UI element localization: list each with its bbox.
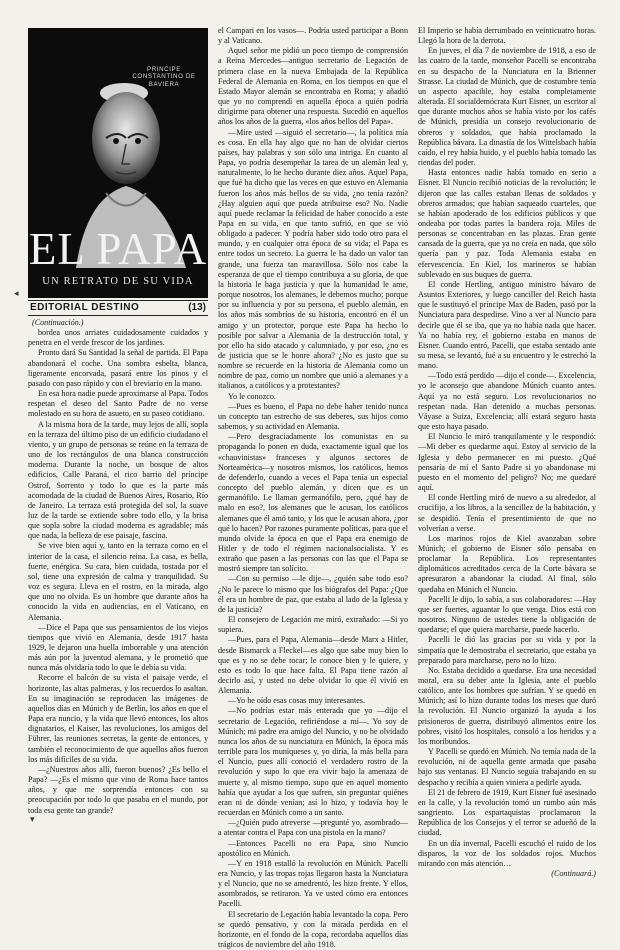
paragraph: el Campari en los vasos—. Podría usted participar a Bonn y al Vaticano. [218, 26, 408, 46]
paragraph: Hasta entonces nadie había tomado en serio a Eisner. El Nuncio recibió noticias de la revolución; le dijeron que las calles estaban llenas de soldados y obreros armados; que habían saqueado cuarteles, que se habían apoderado de los edificios públicos y que ondeaba por todas partes la bandera roja. Miles de personas se concentraban en las plazas. Eran gente cansada de la guerra, que ya no creía en nada, que sólo quería pan y paz. Toda Alemania estaba en efervescencia. En Kiel, los marineros se habían sublevado en sus buques de guerra. [418, 168, 596, 279]
paragraph: —¿Quién pudo atreverse —pregunté yo, asombrado— a atentar contra el Papa con una pistola en la mano? [218, 818, 408, 838]
paragraph: Se vive bien aquí y, tanto en la terraza como en el interior de la casa, el silencio reina. La casa, es bella, fuerte, enérgica. Su cara, bien cuidada, tostada por el sol, tiene una expresión de calma y tranquilidad. Su voz es segura. Lleva en el rostro, en la mirada, algo que uno no olvida. Es un hombre que durante años ha conocido la vida en audiencias, en el Vaticano, en Alemania. [28, 541, 208, 622]
paragraph: —Dice el Papa que sus pensamientos de los viejos tiempos que vivió en Alemania, desde 1917 hasta 1929, le dejaron una huella imborrable y una atención más aún por la juventud alemana, y le prometió que nunca más olvidaría todo lo que le debía su vida. [28, 622, 208, 673]
paragraph: A la misma hora de la tarde, muy lejos de allí, sopla en la terraza del último piso de un edificio ciudadano el viento, y un grupo de personas se reúne en la terraza de uno de los rectángulos de una blanca construcción moderna. Durante la noche, un bosque de altos edificios, Calle Paraná, el rico barrio del príncipe Ostrof, Sorrento y todo lo que es la parte más acomodada de la ciudad de Buenos Aires, Rosario, Río de Janeiro. La terraza está protegida del sol, la suave luz de la tarde se extiende sobre todo ello, y la brisa que sopla sobre la ciudad moderna es agradable; más que nada, la belleza de ese paisaje, fascina. [28, 419, 208, 541]
paragraph: El 21 de febrero de 1919, Kurt Eisner fué asesinado en la calle, y la revolución tomó un rumbo aún más sangriento. Los espartaquistas proclamaron la República de los Consejos y el terror se adueñó de la ciudad. [418, 787, 596, 838]
paragraph: —Pues es bueno, el Papa no debe haber tenido nunca un concepto tan estrecho de sus deberes, sus hijos como sabemos, y su actividad en Alemania. [218, 401, 408, 432]
paragraph: El Nuncio le miró tranquilamente y le respondió: —Mi deber es quedarme aquí. Estoy al servicio de la Iglesia y debo permanecer en mi puesto. ¿Qué pensaría de mí el Santo Padre si yo abandonase mi puesto en el momento del peligro? No; me quedaré aquí. [418, 432, 596, 493]
paragraph: —Entonces Pacelli no era Papa, sino Nuncio apostólico en Múnich. [218, 838, 408, 858]
installment-number: (13) [188, 302, 206, 313]
paragraph: —Con su permiso —le dije—, ¿quién sabe todo eso? ¿No le parece lo mismo que los biógrafos del Papa: ¿Que él era un hombre de paz, que estaba al lado de la Iglesia y de la justicia? [218, 574, 408, 614]
cover-title: EL PAPA [28, 224, 208, 274]
paragraph: El secretario de Legación había levantado la copa. Pero se quedó pensativo, y con la mirada perdida en el horizonte, en el fondo de la copa, recordaba aquellos días trágicos de noviembre del año 1918. [218, 909, 408, 950]
paragraph: Pacelli le dió las gracias por su vida y por la simpatía que le demostraba el secretario, que estaba ya preparado para marcharse, pero no lo hizo. [418, 635, 596, 665]
continuation-footer: (Continuará.) [551, 868, 596, 878]
text-column-1 [28, 318, 208, 823]
publisher-name: EDITORIAL DESTINO [30, 302, 140, 313]
paragraph: —Yo he oído esas cosas muy interesantes. [228, 696, 365, 706]
paragraph: En jueves, el día 7 de noviembre de 1918, a eso de las cuatro de la tarde, monseñor Pacelli se encontraba en su despacho de la Nunciatura en la Brienner Strasse. La ciudad de Múnich, que de costumbre tenía un aspecto apacible, hoy estaba completamente alterada. El socialdemócrata Kurt Eisner, un escritor al que durante muchos años se había visto por los cafés de Múnich, presidía un consejo revolucionario de obreros y soldados, que había proclamado la República bávara. La dinastía de los Wittelsbach había caído, el rey había huido, y el pueblo había tomado las riendas del poder. [418, 46, 596, 168]
paragraph: En esa hora nadie puede aproximarse al Papa. Todos respetan el deseo del Santo Padre de no verse molestado en su hora de asueto, en su paseo cotidiano. [28, 389, 208, 419]
paragraph: Los marinos rojos de Kiel avanzaban sobre Múnich; el gobierno de Eisner sólo pensaba en proclamar la República. Los representantes diplomáticos acreditados cerca de la Corte bávara se apresuraron a abandonar la ciudad. Al final, sólo quedaba en Múnich el Nuncio. [418, 533, 596, 594]
text-column-3 [418, 26, 596, 878]
paragraph: bordea unos arriates cuidadosamente cuidados y penetra en el verde frescor de los jardines. [28, 328, 208, 348]
left-arrow-mark: ◂ [14, 288, 19, 298]
paragraph: —Pero desgraciadamente los comunistas en su propaganda lo ponen en duda, exactamente igual que los «chauvinistas» franceses y algunos sectores de Norteamérica—y nosotros mismos, los católicos, hemos de defenderlo, cuando a veces el Papa tenía un especial concepto del pueblo alemán, y dicen que es un germanófilo. Le llaman germanófilo, pero, ¿qué hay de malo en eso?, los alemanes que le acusan, los católicos alemanes que él amó tanto, y los que le acusan ahora, ¿por qué lo hacen? Por razones puramente políticas, para que el mundo olvide la época en que el Papa era enemigo de Hitler y de todo el régimen nacionalsocialista. Y es extraño que pasen a las personas con las que el Papa se mostró siempre tan solícito. [218, 432, 408, 574]
cover-subtitle: UN RETRATO DE SU VIDA [42, 276, 194, 287]
paragraph: Recorre el balcón de su vista el paisaje verde, el horizonte, las altas palmeras, y los recuerdos lo asaltan. En su imaginación se reproducen las imágenes de aquellos días en Múnich y de Berlín, los años en que el Papa era nuncio, y la vida que llevó entonces, los altos dignatarios, el Kaiser, las revoluciones, los amigos del Führer, las reuniones secretas, la gente de entonces, y también el reconocimiento de que aquellos años fueron los más difíciles de su vida. [28, 673, 208, 764]
paragraph: Pronto dará Su Santidad la señal de partida. El Papa abandonará el coche. Una sombra esbelta, blanca, ligeramente encorvada, pasará entre los pinos y el pasado con paso rápido y con el breviario en la mano. [28, 348, 208, 388]
book-cover-panel [28, 28, 208, 298]
paragraph: El conde Hertling miró de nuevo a su alrededor, al crucifijo, a los libros, a la sencillez de la habitación, y se despidió. Tenía el presentimiento de que no volverían a verse. [418, 493, 596, 533]
paragraph: Yo le conozco. [228, 391, 276, 401]
paragraph: —Todo está perdido —dijo el conde—. Excelencia, yo le aconsejo que abandone Múnich cuanto antes. Aquí ya no está seguro. Los revolucionarios no respetan nada. Han detenido a muchas personas. Váyase a Suiza, Excelencia; allí estará seguro hasta que esto haya pasado. [418, 371, 596, 432]
paragraph: —¿Nuestros años allí, fueron buenos? ¿Es bello el Papa? —¿Es el mismo que vino de Roma hace tantos años, y que me sorprendía entonces con su preocupación por todo lo que pasaba en el mundo, por toda esa gente tan grande? [28, 764, 208, 815]
paragraph: —Y en 1918 estalló la revolución en Múnich. Pacelli era Nuncio, y las tropas rojas llegaron hasta la Nunciatura y el Nuncio, que no se amedrentó, les hizo frente. Y ellos, asombrados, se retiraron. Ya ve usted cómo era entonces Pacelli. [218, 858, 408, 909]
cover-author-credit: PRINCIPE CONSTANTINO DE BAVIERA [132, 66, 196, 88]
paragraph: —Pues, para el Papa, Alemania—desde Marx a Hitler, desde Bismarck a Fleckel—es algo que sabe muy bien lo que es y no se debe tocar; le conoce bien y le quiere, y esto es todo lo que hace falta. El Papa tiene razón al decirlo así, y usted no debe olvidar lo que él vivió en Alemania. [218, 635, 408, 696]
paragraph: No. Estaba decidido a quedarse. Era una necesidad moral, era su deber ante la Iglesia, ante el pueblo católico, ante los hombres que sufrían. Y se quedó en Múnich; así lo hizo durante todos los meses que duró la revolución. El Nuncio organizó la ayuda a los prisioneros de guerra, distribuyó alimentos entre los pobres, visitó los hospitales, consoló a los heridos y a los moribundos. [418, 665, 596, 746]
paragraph: El consejero de Legación me miró, extrañado: —Si yo supiera. [218, 615, 408, 635]
paragraph: Y Pacelli se quedó en Múnich. No temía nada de la revolución, ni de aquella gente armada que pasaba bajo sus ventanas. El Nuncio seguía trabajando en su despacho y recibía a quien viniera a pedirle ayuda. [418, 747, 596, 787]
series-banner [28, 300, 208, 316]
paragraph: —Mire usted —siguió el secretario—, la política mía es cosa. En ella hay algo que no han de olvidar ciertos países, hay palabras y son sólo una intriga. En cuanto al Papa, yo podría desempeñar la tarea de un alemán leal y, naturalmente, lo he hecho durante diez años. Aquel Papa, que fué ha dicho que las veces en que estuvo en Alemania fueron los años más bellos de su vida, ¿no tenía razón? ¿Hay alguien aquí que pueda atribuirse eso? No. Nadie aquí puede reclamar la felicidad de haber conocido a este Papa en su vida, en que tanto sufrió, en que se vió obligado a padecer. Y podría haber sido todo otro para el mundo, y en cualquier otra época de su vida; el Papa es entre todos un secreto. La guerra le ha dado un valor tan grande, una fuerza tan maravillosa. Sólo nos cabe la esperanza de que el tiempo contribuya a su gloria, de que la historia le haga justicia y que la humanidad le ame, porque nosotros, los alemanes, le debemos mucho; porque por su influencia y por su persona, el pueblo alemán, en los años más sombríos de su historia, encontró en él un amigo y un protector, porque este Papa ha hecho lo posible por salvar a Alemania de la destrucción total, y por ello ha sido atacado y calumniado, y por eso, ¿no es de justicia que se le honre ahora? ¿No es justo que su nombre se recuerde en la historia de Alemania como un nombre de paz, como un nombre que unió a alemanes y a italianos, a católicos y a protestantes? [218, 127, 408, 391]
bottom-mark: ▾ [30, 814, 35, 824]
paragraph: Pacelli le dijo, lo sabía, a sus colaboradores: —Hay que ser fuertes, aguantar lo que venga. Dios está con nosotros. Ninguno de ustedes tiene la obligación de quedarse; el que quiera marcharse, puede hacerlo. [418, 594, 596, 635]
paragraph: Aquel señor me pidió un poco tiempo de comprensión a Reina Mercedes—antiguo secretario de Legación de primera clase en la nueva Embajada de la República Federal de Alemania en Roma, en los tiempos en que el Estado Mayor alemán se encontraba en Roma; y añadió que yo no comprendí en aquella época a quién podría dirigirme para obtener una respuesta. Sucedió en aquellos años los años de la guerra, «los años bellos del Papa». [218, 46, 408, 127]
paragraph: El conde Hertling, antiguo ministro bávaro de Asuntos Exteriores, y luego canciller del Reich hasta que le sustituyó el príncipe Max de Baden, pasó por la Nunciatura para despedirse. Vino a ver al Nuncio para decirle que él se iba, que ya no había nada que hacer. Ya no había rey, el gobierno estaba en manos de Eisner. Cuando entró, Pacelli, que estaba sentado ante su mesa, se levantó, fué a su encuentro y le estrechó la mano. [418, 279, 596, 371]
paragraph: En un día invernal, Pacelli escuchó el ruido de los disparos, la voz de los soldados rojos. Muchos mirando con más atención… [418, 838, 596, 868]
paragraph: —No podrías estar más enterada que yo —dijo el secretario de Legación, refiriéndose a mí—. Yo soy de Múnich; mi padre era amigo del Nuncio, y no he olvidado nunca los años de su nunciatura en Múnich, la época más terrible para los muniqueses y, yo diría, la más bella para el Nuncio, pues allí conoció el verdadero rostro de la revolución y supo lo que era vivir bajo la amenaza de muerte y, al mismo tiempo, supo que en aquel momento había que ayudar a los que sufren, sin preguntar quiénes eran ni de dónde venían; así lo hizo, y todavía hoy le recuerdan en Múnich como a un santo. [218, 706, 408, 818]
continuation-label: (Continuación.) [32, 318, 84, 327]
text-column-2 [218, 26, 408, 950]
paragraph: El Imperio se había derrumbado en veinticuatro horas. Llegó la hora de la derrota. [418, 26, 596, 46]
